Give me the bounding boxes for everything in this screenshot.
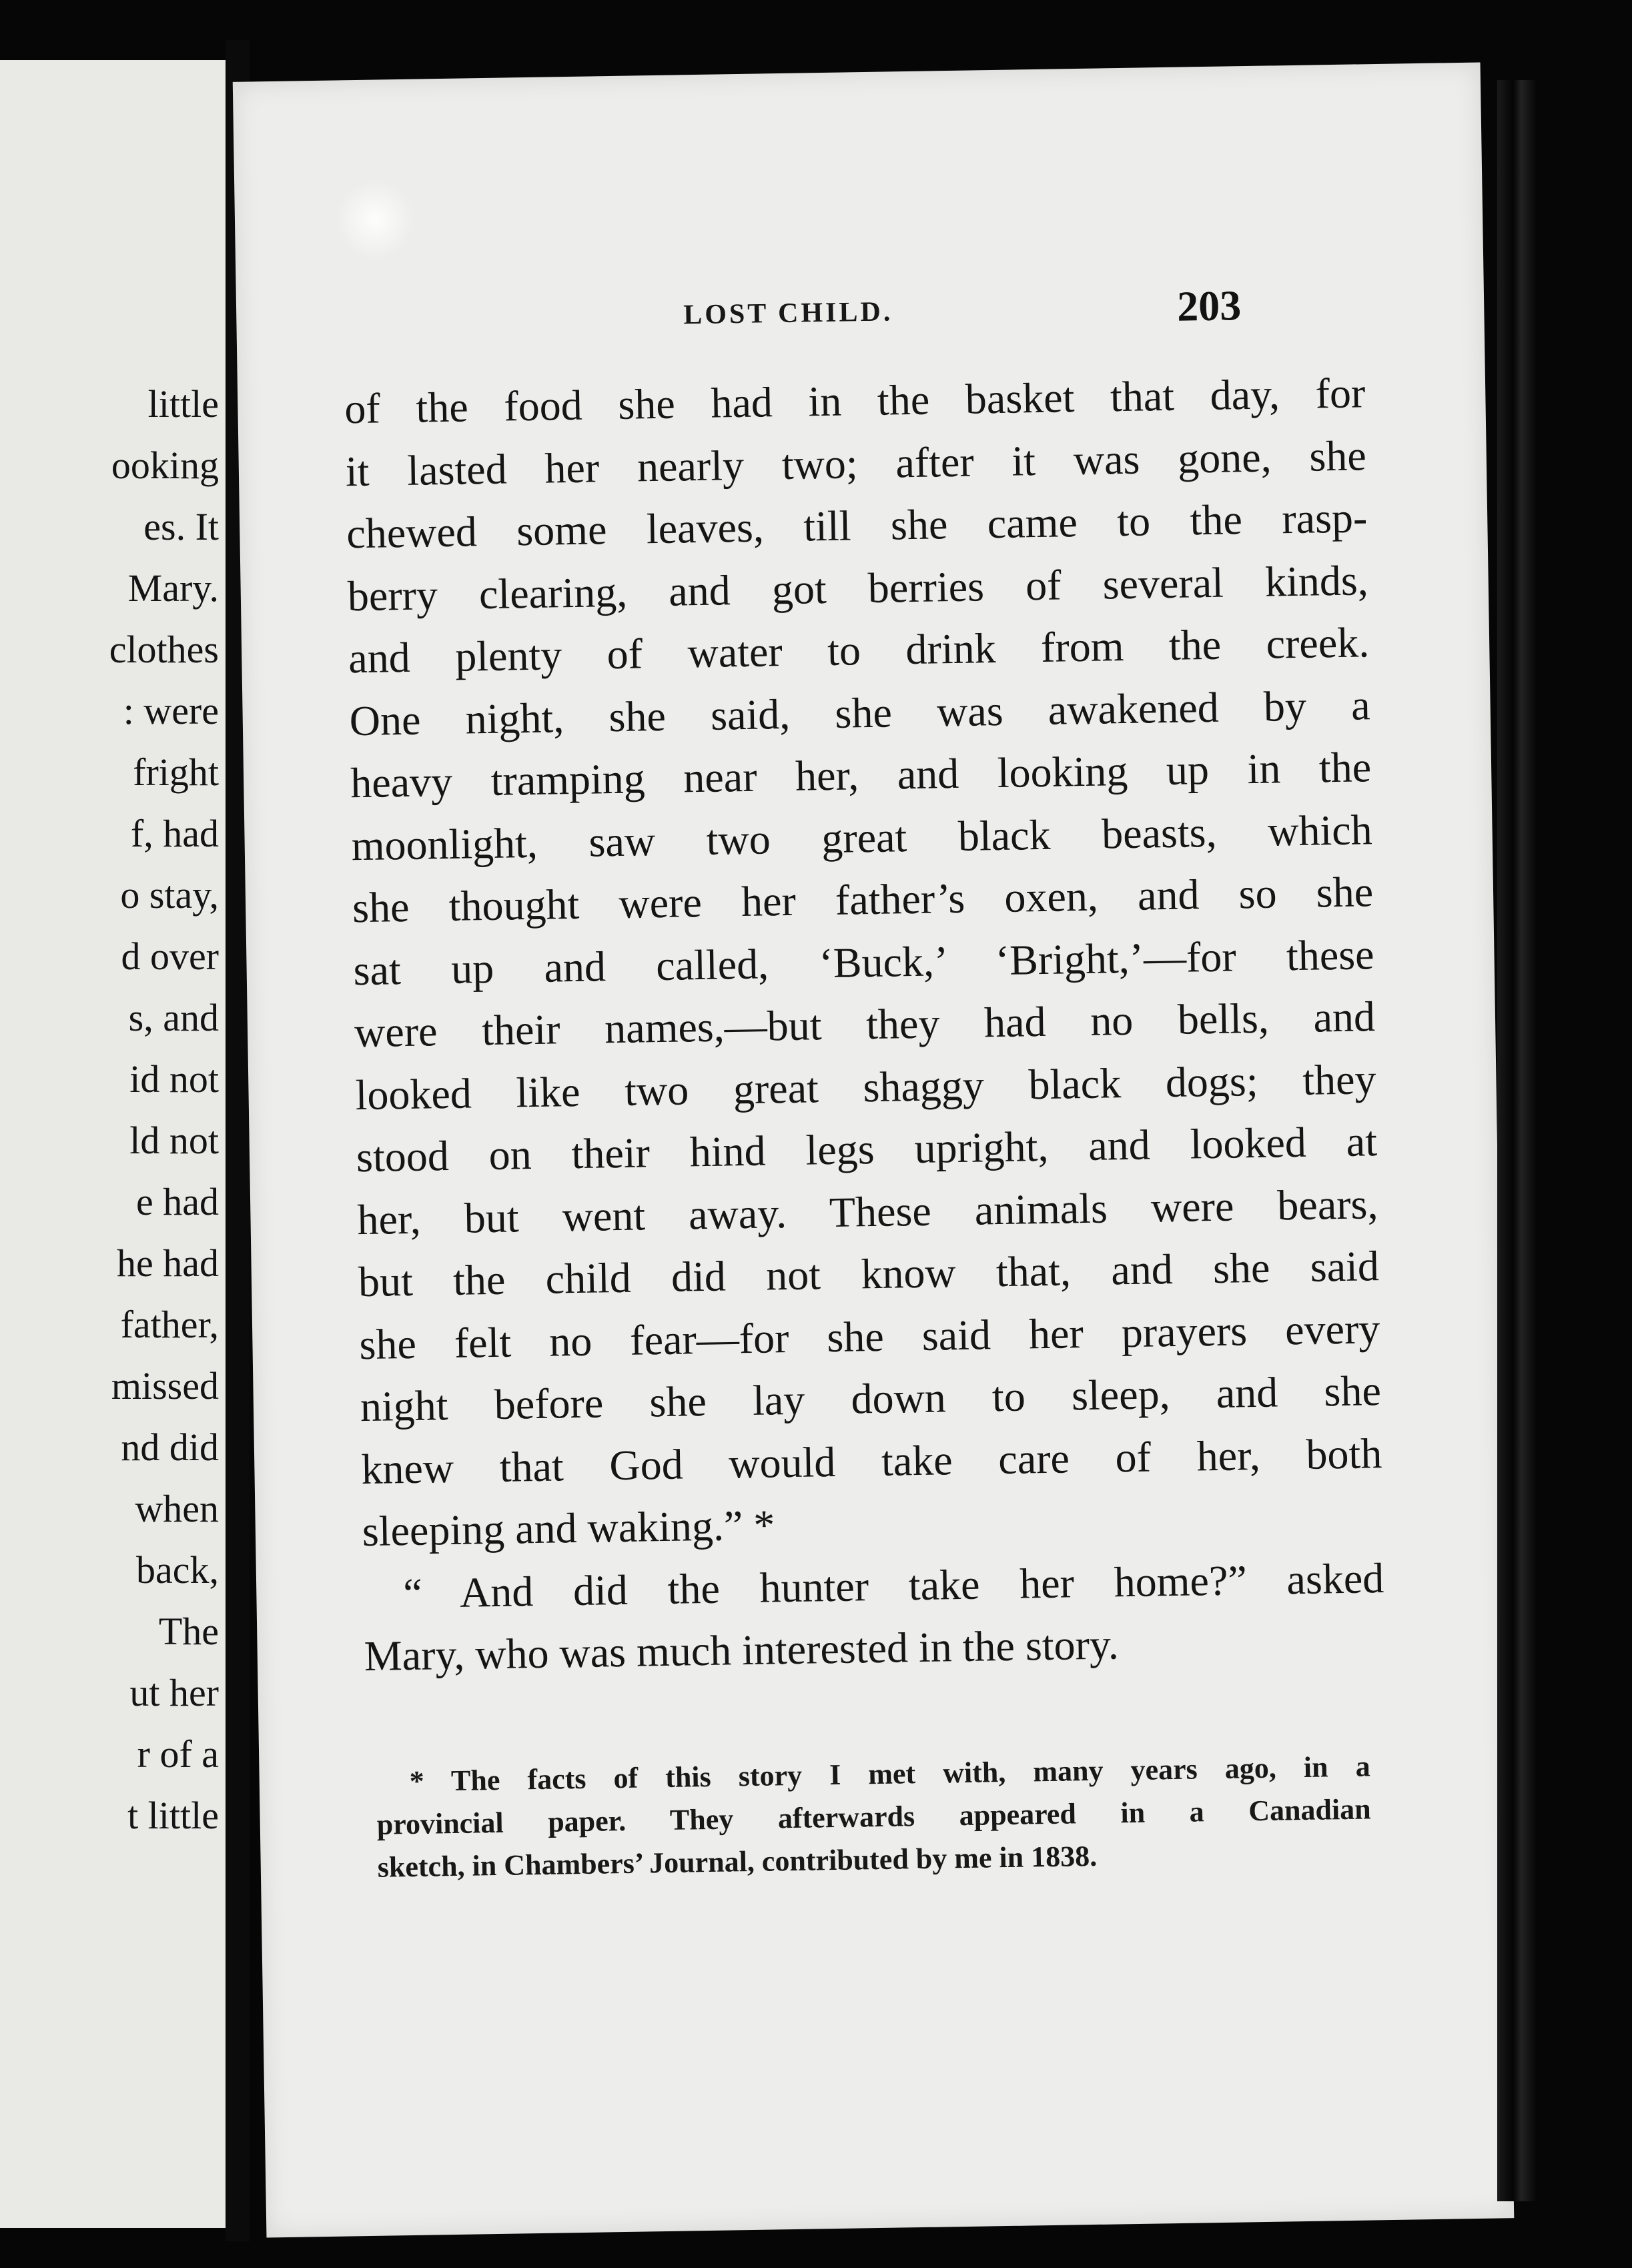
text-line: “ And did the hunter take her home?” asked — [402, 1554, 1384, 1617]
left-page-line: r of a — [137, 1732, 219, 1776]
left-page-line: back, — [136, 1548, 219, 1592]
book-fore-edge — [1497, 80, 1537, 2201]
text-line: but the child did not know that, and she said — [358, 1242, 1380, 1306]
text-line: sat up and called, ‘Buck,’ ‘Bright,’—for these — [353, 930, 1375, 994]
running-head — [236, 281, 1485, 366]
text-line: knew that God would take care of her, both — [360, 1429, 1382, 1493]
left-page-line: clothes — [109, 628, 219, 671]
left-page-line: t little — [127, 1794, 219, 1837]
text-line: and plenty of water to drink from the creek. — [348, 618, 1370, 682]
left-page-line: when — [135, 1487, 219, 1530]
left-page-line: The — [158, 1610, 219, 1653]
footnote-line: provincial paper. They afterwards appeared in a Canadian — [376, 1792, 1371, 1841]
left-page-line: nd did — [121, 1426, 219, 1469]
left-page-line: : were — [123, 689, 219, 732]
left-page-line: ut her — [129, 1671, 219, 1714]
left-page-line: father, — [120, 1303, 219, 1346]
left-page-line: ooking — [111, 444, 219, 487]
text-line: it lasted her nearly two; after it was gone, she — [345, 431, 1367, 495]
left-facing-page — [0, 60, 226, 2228]
left-page-line: fright — [133, 750, 219, 794]
left-page-line: missed — [111, 1364, 219, 1407]
text-line: her, but went away. These animals were bears, — [356, 1179, 1378, 1243]
text-line: heavy tramping near her, and looking up in the — [350, 743, 1372, 807]
left-page-line: id not — [129, 1057, 219, 1101]
text-line: were their names,—but they had no bells, and — [354, 993, 1376, 1057]
text-line: stood on their hind legs upright, and looked at — [356, 1117, 1378, 1181]
left-page-line: e had — [136, 1180, 219, 1223]
text-line: of the food she had in the basket that day, for — [344, 369, 1366, 433]
text-line: moonlight, saw two great black beasts, which — [351, 805, 1373, 869]
main-page — [233, 63, 1515, 2238]
left-page-line: little — [147, 382, 219, 426]
text-line: berry clearing, and got berries of several kinds, — [347, 556, 1369, 620]
text-line: One night, she said, she was awakened by a — [349, 680, 1371, 744]
left-page-line: ld not — [129, 1119, 219, 1162]
body-text — [344, 362, 1386, 1687]
left-page-line: o stay, — [120, 873, 219, 917]
footnote — [376, 1745, 1372, 1888]
text-line: sleeping and waking.” * — [362, 1501, 775, 1556]
running-title: LOST CHILD. — [683, 296, 893, 331]
left-page-line: f, had — [130, 812, 219, 855]
footnote-line: sketch, in Chambers’ Journal, contributed by me in 1838. — [377, 1839, 1098, 1884]
text-line: looked like two great shaggy black dogs; they — [355, 1055, 1376, 1119]
left-page-line: d over — [121, 935, 219, 978]
left-page-line: he had — [117, 1241, 219, 1285]
left-page-text — [0, 374, 219, 1846]
page-number: 203 — [1176, 281, 1242, 330]
paper-smudge — [334, 179, 416, 261]
text-line: night before she lay down to sleep, and she — [360, 1367, 1382, 1431]
text-line: Mary, who was much interested in the story. — [364, 1620, 1120, 1680]
left-page-line: es. It — [143, 505, 219, 548]
footnote-line: * The facts of this story I met with, many years ago, in a — [409, 1750, 1370, 1798]
left-page-line: Mary. — [127, 566, 219, 610]
left-page-line: s, and — [128, 996, 219, 1039]
text-line: she felt no fear—for she said her prayers every — [358, 1304, 1380, 1368]
text-line: she thought were her father’s oxen, and so she — [352, 868, 1374, 932]
text-line: chewed some leaves, till she came to the rasp- — [346, 494, 1368, 558]
